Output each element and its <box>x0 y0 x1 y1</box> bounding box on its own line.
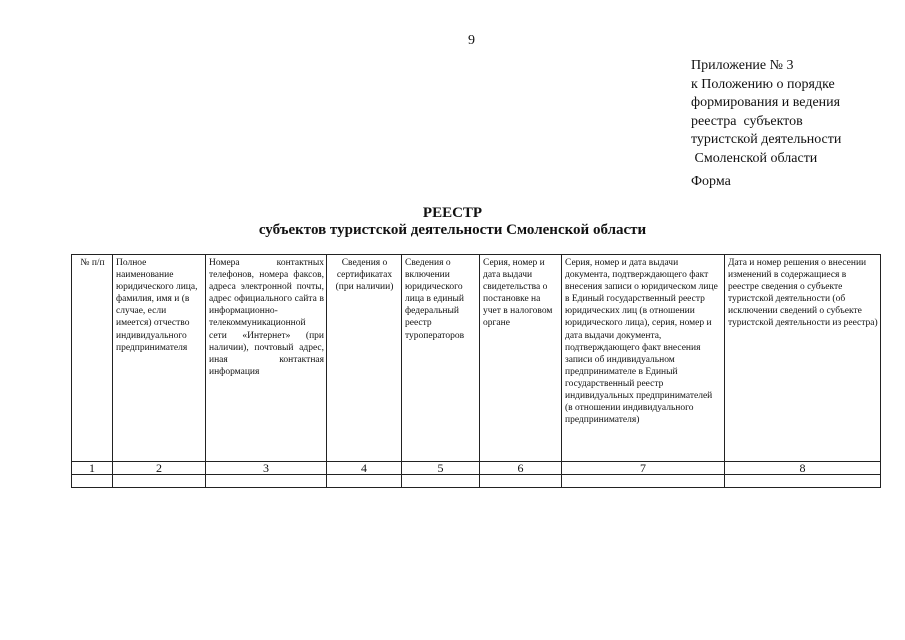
header-cell-state-register: Серия, номер и дата выдачи документа, подтверждающего факт внесения записи о юридическом лице в Единый государственный реестр юридических лиц (в отношении юридического лица), серия, номер и дата выдачи документа, подтверждающего факт внесения записи об индивидуальном предпринимателе в Единый государственный реестр индивидуальных предпринимателей (в отношении индивидуального предпринимателя) <box>562 255 725 462</box>
column-number: 3 <box>206 462 327 475</box>
empty-cell <box>113 475 206 488</box>
appendix-line: реестра субъектов <box>691 113 803 129</box>
column-number: 8 <box>725 462 881 475</box>
registry-table <box>71 254 881 488</box>
header-cell-number: № п/п <box>72 255 113 462</box>
appendix-line: Смоленской области <box>691 150 818 166</box>
empty-cell <box>402 475 480 488</box>
form-label: Форма <box>691 174 731 189</box>
appendix-line: формирования и ведения <box>691 95 841 110</box>
header-cell-certificates: Сведения о сертификатах (при наличии) <box>327 255 402 462</box>
page-number: 9 <box>468 33 475 48</box>
column-numbers-row <box>72 462 881 475</box>
header-cell-name: Полное наименование юридического лица, фамилия, имя и (в случае, если имеется) отчество индивидуального предпринимателя <box>113 255 206 462</box>
header-cell-changes-decision: Дата и номер решения о внесении изменений в содержащиеся в реестре сведения о субъекте туристской деятельности (об исключении сведений о субъекте туристской деятельности из реестра) <box>725 255 881 462</box>
empty-cell <box>72 475 113 488</box>
column-number: 1 <box>72 462 113 475</box>
column-number: 2 <box>113 462 206 475</box>
empty-cell <box>725 475 881 488</box>
column-number: 7 <box>562 462 725 475</box>
header-cell-contacts: Номера контактных телефонов, номера факсов, адреса электронной почты, адрес официального сайта в информационно-телекоммуникационной сети «Интернет» (при наличии), почтовый адрес, иная контактная информация <box>206 255 327 462</box>
empty-cell <box>480 475 562 488</box>
table-header-row <box>72 255 881 462</box>
empty-cell <box>562 475 725 488</box>
column-number: 5 <box>402 462 480 475</box>
empty-cell <box>206 475 327 488</box>
appendix-line: Приложение № 3 <box>691 58 794 73</box>
column-number: 4 <box>327 462 402 475</box>
header-cell-tour-operators: Сведения о включении юридического лица в единый федеральный реестр туроператоров <box>402 255 480 462</box>
column-number: 6 <box>480 462 562 475</box>
empty-data-row <box>72 475 881 488</box>
appendix-line: к Положению о порядке <box>691 76 835 92</box>
appendix-note <box>691 57 841 168</box>
appendix-line: туристской деятельности <box>691 132 842 147</box>
header-cell-tax-registration: Серия, номер и дата выдачи свидетельства о постановке на учет в налоговом органе <box>480 255 562 462</box>
document-subtitle: субъектов туристской деятельности Смоленской области <box>258 222 647 238</box>
empty-cell <box>327 475 402 488</box>
document-title: РЕЕСТР <box>422 205 483 221</box>
